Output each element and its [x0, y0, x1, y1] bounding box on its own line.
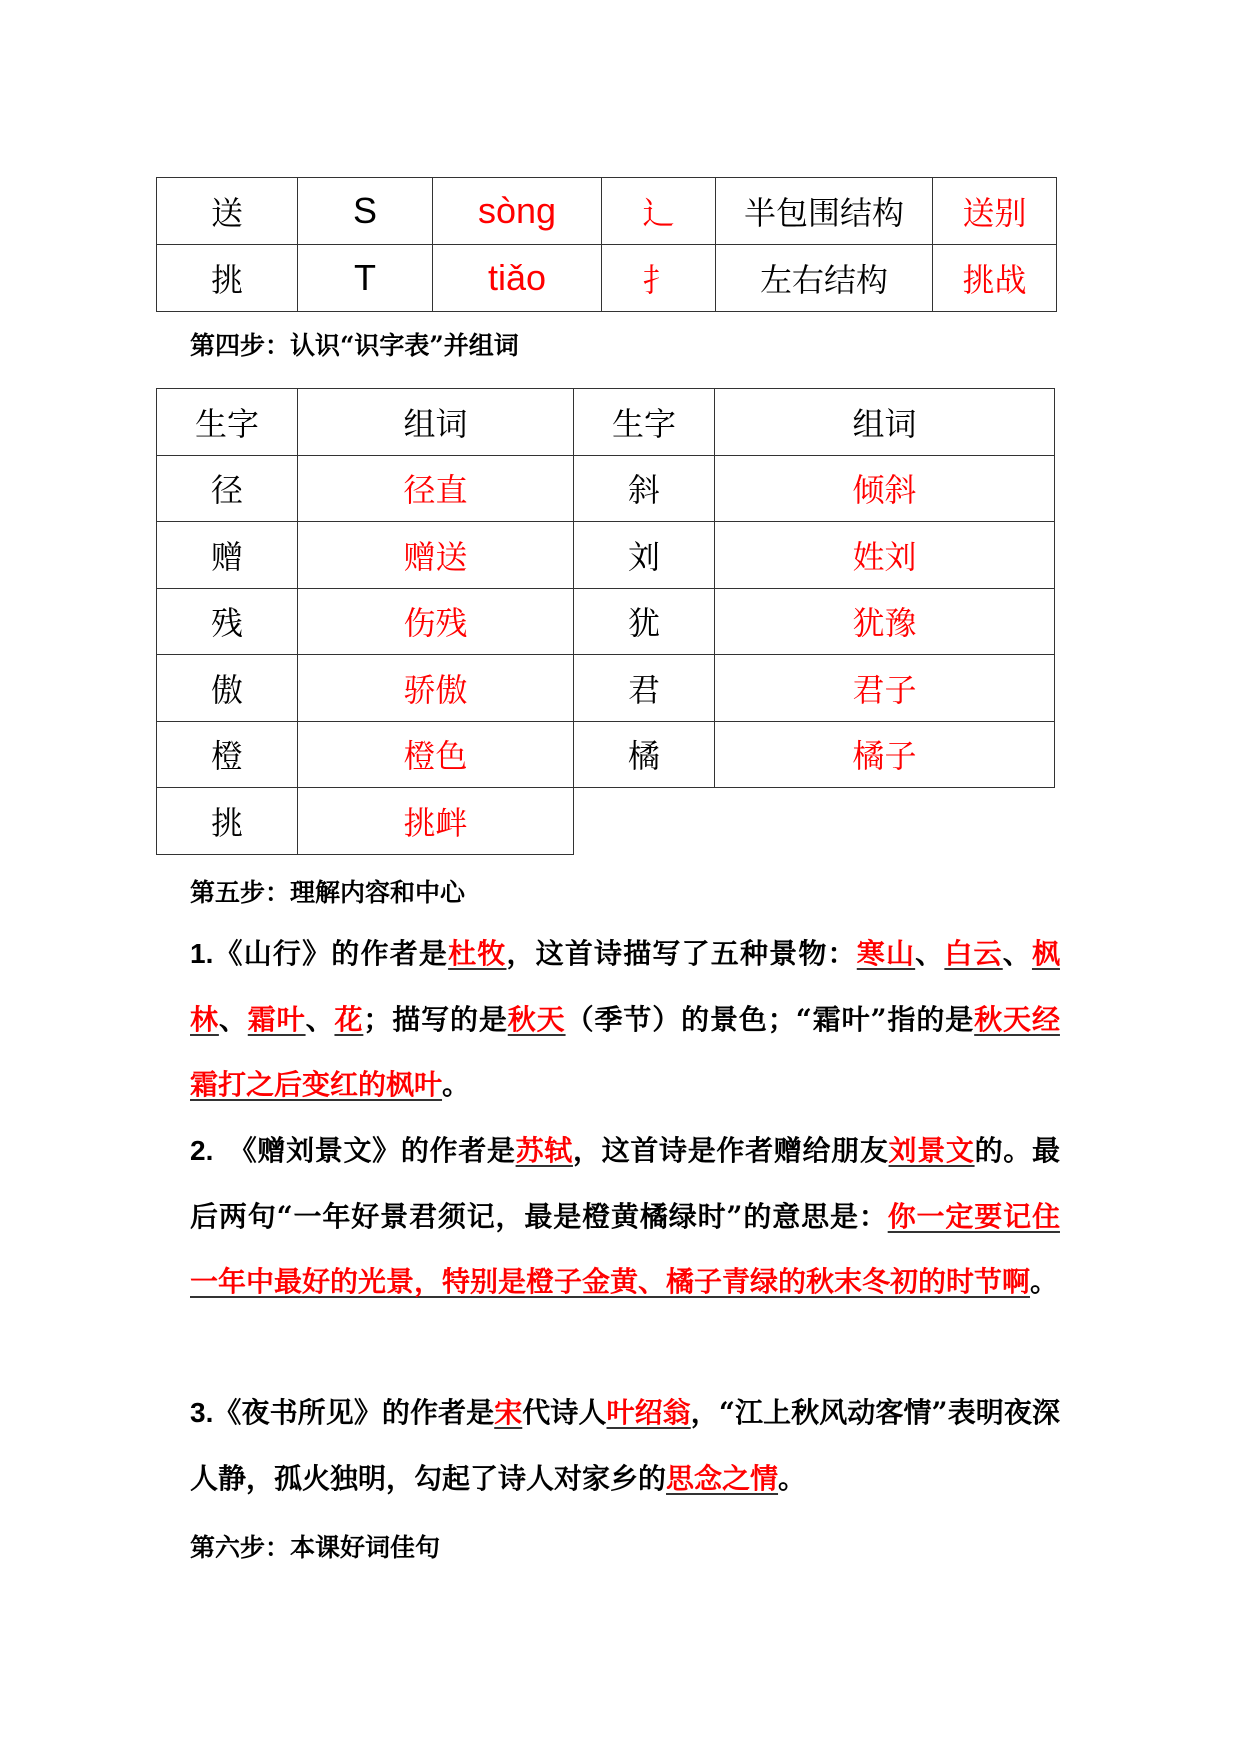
answer-text: 枫林: [190, 937, 1060, 1036]
structure-cell: 半包围结构: [716, 178, 933, 245]
answer-text: 杜牧: [448, 937, 507, 970]
question-text: 、: [218, 1002, 248, 1036]
header-cell: 组词: [298, 389, 574, 456]
character-cell: 斜: [574, 455, 715, 522]
question-text: 、: [305, 1002, 335, 1036]
header-cell: 组词: [715, 389, 1055, 456]
question-text: ，“江上秋风动客情”表明夜深人静，孤火独明，勾起了诗人对家乡的: [190, 1396, 1060, 1495]
word-cell: 橙色: [298, 721, 574, 788]
pinyin-cell: tiǎo: [433, 245, 602, 312]
answer-text: 寒山: [856, 937, 916, 970]
header-cell: 生字: [574, 389, 715, 456]
answer-text: 宋: [494, 1396, 523, 1429]
question-text: 《赠刘景文》的作者是: [213, 1134, 516, 1167]
question-text: ，这首诗是作者赠给朋友: [572, 1134, 889, 1167]
character-cell: 傲: [157, 655, 298, 722]
structure-cell: 左右结构: [716, 245, 933, 312]
character-cell: 橘: [574, 721, 715, 788]
word-cell: 倾斜: [715, 455, 1055, 522]
word-cell: 赠送: [298, 522, 574, 589]
radical-cell: 辶: [602, 178, 716, 245]
word-cell: 犹豫: [715, 588, 1055, 655]
answer-text: 你一定要记住一年中最好的光景，特别是橙子金黄、橘子青绿的秋末冬初的时节啊: [190, 1199, 1060, 1298]
word-cell: 伤残: [298, 588, 574, 655]
step5-heading: 第五步：理解内容和中心: [190, 878, 466, 907]
header-cell: 生字: [157, 389, 298, 456]
table-header-row: [157, 389, 1055, 456]
answer-text: 白云: [944, 937, 1003, 970]
question-number: 2.: [190, 1135, 214, 1166]
answer-text: 叶绍翁: [606, 1396, 691, 1429]
word-cell: 径直: [298, 455, 574, 522]
table-row: [157, 455, 1055, 522]
step4-heading: 第四步：认识“识字表”并组词: [190, 331, 519, 360]
character-cell: 犹: [574, 588, 715, 655]
question-text: ；描写的是: [363, 1002, 508, 1036]
question-text: ，这首诗描写了五种景物：: [506, 937, 857, 970]
word-cell: 姓刘: [715, 522, 1055, 589]
table-row: [157, 655, 1055, 722]
question-number: 1.: [190, 938, 214, 969]
word-cell: 橘子: [715, 721, 1055, 788]
character-cell: 君: [574, 655, 715, 722]
word-cell: 君子: [715, 655, 1055, 722]
answer-text: 苏轼: [515, 1134, 573, 1167]
answer-text: 思念之情: [666, 1461, 779, 1495]
word-cell: 挑衅: [298, 788, 574, 855]
question-text: 、: [1002, 937, 1032, 970]
answer-text: 秋天: [507, 1002, 566, 1036]
question-text: 的。最后两句“一年好景君须记，最是橙黄橘绿时”的意思是：: [190, 1134, 1060, 1233]
question-text: 。: [442, 1068, 471, 1101]
character-cell: 径: [157, 455, 298, 522]
question-text: 。: [1030, 1265, 1059, 1298]
character-cell: 橙: [157, 721, 298, 788]
table-row: [157, 245, 1057, 312]
question-3: [190, 1380, 1060, 1511]
character-cell: 刘: [574, 522, 715, 589]
answer-text: 花: [334, 1002, 364, 1036]
question-text: 。: [778, 1461, 807, 1495]
table-row: [157, 588, 1055, 655]
question-text: （季节）的景色；“霜叶”指的是: [565, 1002, 975, 1036]
table-row: [157, 788, 1055, 855]
initial-cell: S: [298, 178, 433, 245]
table-row: [157, 721, 1055, 788]
question-2: [190, 1118, 1060, 1315]
question-text: 、: [915, 937, 945, 970]
radical-cell: 扌: [602, 245, 716, 312]
initial-cell: T: [298, 245, 433, 312]
question-number: 3.: [190, 1397, 214, 1428]
question-text: 《夜书所见》的作者是: [213, 1396, 495, 1429]
char-cell: 送: [157, 178, 298, 245]
table-row: [157, 522, 1055, 589]
character-analysis-table: [156, 177, 1057, 312]
character-cell: 赠: [157, 522, 298, 589]
word-cell: 挑战: [933, 245, 1057, 312]
question-text: 代诗人: [522, 1396, 607, 1429]
empty-cell: [574, 788, 1055, 855]
word-formation-table: [156, 388, 1055, 855]
character-cell: 挑: [157, 788, 298, 855]
step6-heading: 第六步：本课好词佳句: [190, 1533, 441, 1562]
question-text: 《山行》的作者是: [213, 937, 449, 970]
answer-text: 刘景文: [888, 1134, 975, 1167]
table-row: [157, 178, 1057, 245]
char-cell: 挑: [157, 245, 298, 312]
pinyin-cell: sòng: [433, 178, 602, 245]
word-cell: 骄傲: [298, 655, 574, 722]
answer-text: 秋天经霜打之后变红的枫叶: [190, 1002, 1060, 1101]
word-cell: 送别: [933, 178, 1057, 245]
character-cell: 残: [157, 588, 298, 655]
question-1: [190, 921, 1060, 1118]
answer-text: 霜叶: [247, 1002, 306, 1036]
